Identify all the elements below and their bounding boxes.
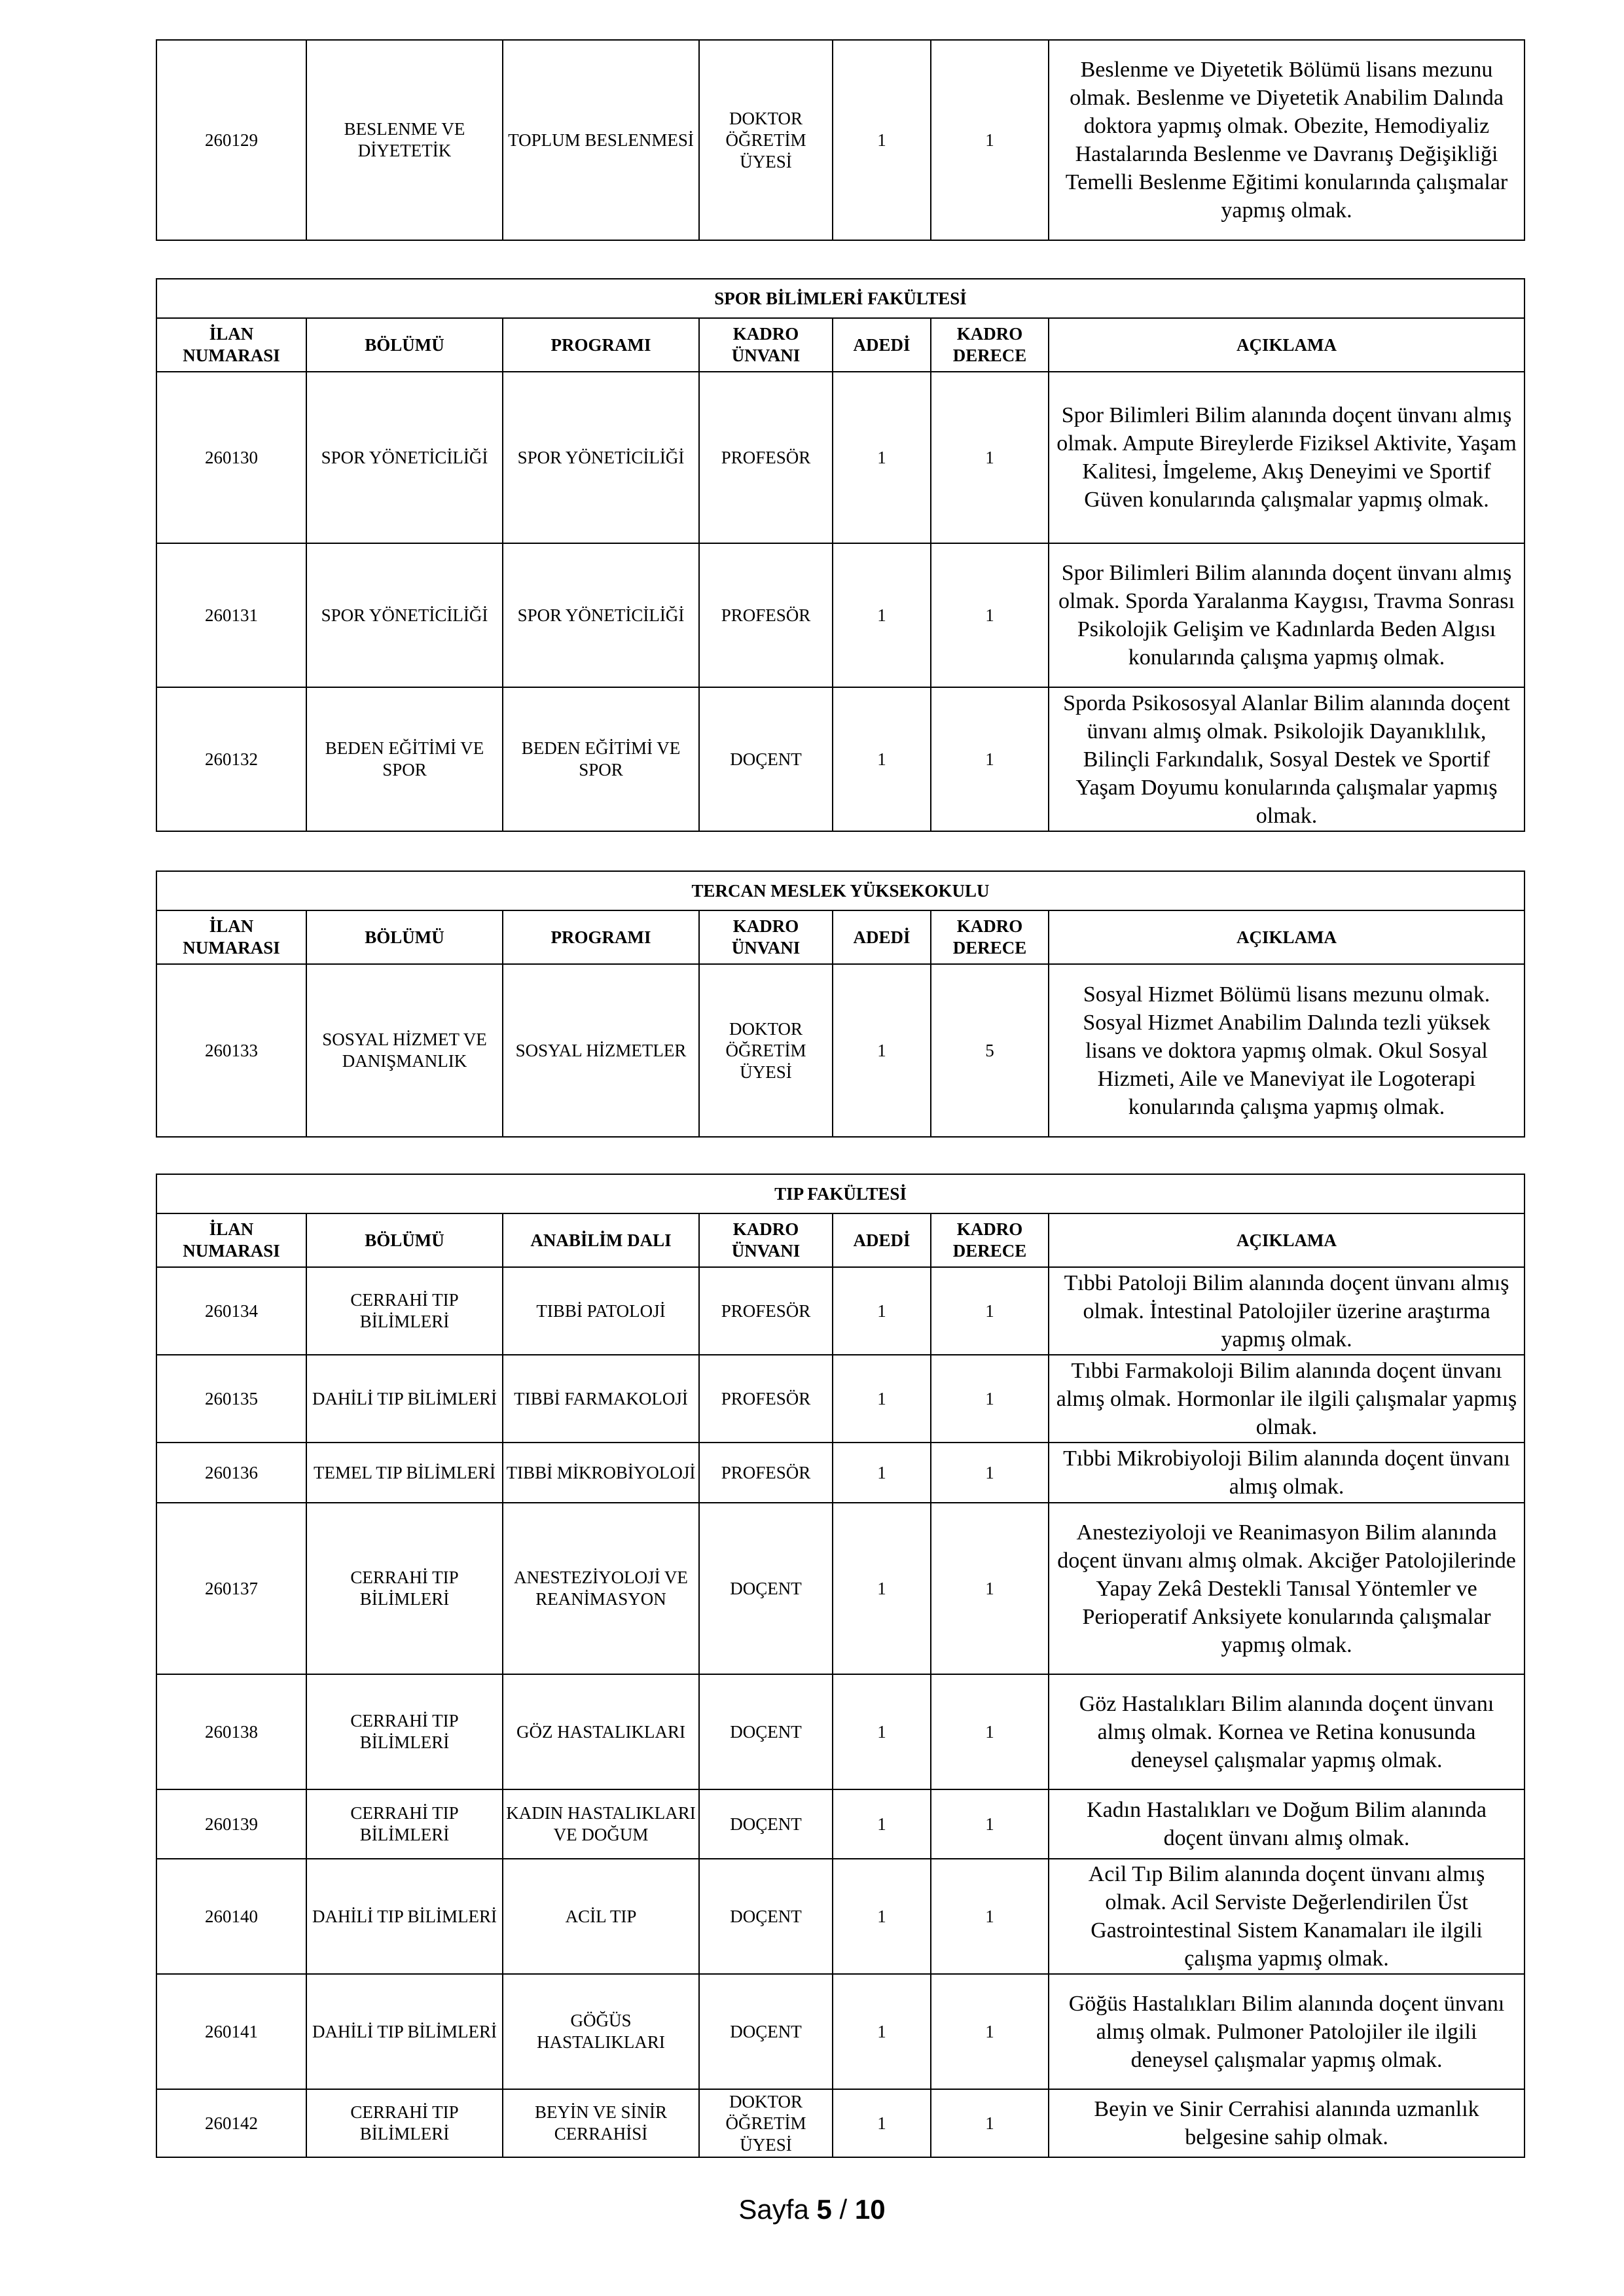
header-anabilim: ANABİLİM DALI	[503, 1213, 699, 1267]
program: GÖĞÜS HASTALIKLARI	[503, 1974, 699, 2089]
header-bolum: BÖLÜMÜ	[306, 318, 503, 372]
description: Göğüs Hastalıkları Bilim alanında doçent ünvanı almış olmak. Pulmoner Patolojiler ile ilgili deneysel çalışmalar yapmış olmak.	[1049, 1974, 1525, 2089]
page-number: 5	[816, 2194, 832, 2225]
degree: 1	[931, 40, 1049, 240]
table-row	[156, 1974, 1525, 2089]
table-row	[156, 1859, 1525, 1974]
page-label: Sayfa	[738, 2194, 809, 2225]
header-unvan: KADRO ÜNVANI	[699, 1213, 833, 1267]
ilan-number: 260133	[156, 964, 306, 1137]
quantity: 1	[833, 1674, 931, 1789]
degree: 5	[931, 964, 1049, 1137]
position-title: PROFESÖR	[699, 372, 833, 543]
degree: 1	[931, 1355, 1049, 1443]
position-title: DOKTOR ÖĞRETİM ÜYESİ	[699, 2089, 833, 2157]
ilan-number: 260136	[156, 1443, 306, 1503]
ilan-number: 260131	[156, 543, 306, 687]
program: SPOR YÖNETİCİLİĞİ	[503, 372, 699, 543]
position-title: DOÇENT	[699, 687, 833, 831]
table-row	[156, 1355, 1525, 1443]
quantity: 1	[833, 1443, 931, 1503]
description: Spor Bilimleri Bilim alanında doçent ünvanı almış olmak. Sporda Yaralanma Kaygısı, Travma Sonrası Psikolojik Gelişim ve Kadınlarda Beden Algısı konularında çalışma yapmış olmak.	[1049, 543, 1525, 687]
ilan-number: 260132	[156, 687, 306, 831]
degree: 1	[931, 687, 1049, 831]
position-title: PROFESÖR	[699, 1355, 833, 1443]
degree: 1	[931, 1503, 1049, 1674]
quantity: 1	[833, 1789, 931, 1859]
quantity: 1	[833, 1503, 931, 1674]
department: SOSYAL HİZMET VE DANIŞMANLIK	[306, 964, 503, 1137]
program: BEDEN EĞİTİMİ VE SPOR	[503, 687, 699, 831]
description: Göz Hastalıkları Bilim alanında doçent ünvanı almış olmak. Kornea ve Retina konusunda deneysel çalışmalar yapmış olmak.	[1049, 1674, 1525, 1789]
header-derece: KADRO DERECE	[931, 1213, 1049, 1267]
description: Kadın Hastalıkları ve Doğum Bilim alanında doçent ünvanı almış olmak.	[1049, 1789, 1525, 1859]
program: TOPLUM BESLENMESİ	[503, 40, 699, 240]
position-title: PROFESÖR	[699, 543, 833, 687]
header-adet: ADEDİ	[833, 910, 931, 964]
table-tip	[156, 1174, 1525, 2158]
quantity: 1	[833, 1355, 931, 1443]
degree: 1	[931, 372, 1049, 543]
header-row	[156, 318, 1525, 372]
department: BESLENME VE DİYETETİK	[306, 40, 503, 240]
ilan-number: 260140	[156, 1859, 306, 1974]
quantity: 1	[833, 1974, 931, 2089]
program: ACİL TIP	[503, 1859, 699, 1974]
position-title: PROFESÖR	[699, 1443, 833, 1503]
table-row	[156, 1674, 1525, 1789]
page-separator: /	[839, 2194, 848, 2225]
faculty-title: SPOR BİLİMLERİ FAKÜLTESİ	[156, 279, 1525, 318]
position-title: DOKTOR ÖĞRETİM ÜYESİ	[699, 40, 833, 240]
degree: 1	[931, 543, 1049, 687]
header-unvan: KADRO ÜNVANI	[699, 318, 833, 372]
description: Tıbbi Patoloji Bilim alanında doçent ünvanı almış olmak. İntestinal Patolojiler üzerine araştırma yapmış olmak.	[1049, 1267, 1525, 1355]
department: CERRAHİ TIP BİLİMLERİ	[306, 1503, 503, 1674]
position-title: DOÇENT	[699, 1674, 833, 1789]
header-ilan: İLAN NUMARASI	[156, 1213, 306, 1267]
ilan-number: 260138	[156, 1674, 306, 1789]
header-program: PROGRAMI	[503, 318, 699, 372]
ilan-number: 260134	[156, 1267, 306, 1355]
description: Beyin ve Sinir Cerrahisi alanında uzmanlık belgesine sahip olmak.	[1049, 2089, 1525, 2157]
degree: 1	[931, 2089, 1049, 2157]
description: Sporda Psikososyal Alanlar Bilim alanında doçent ünvanı almış olmak. Psikolojik Dayanıklılık, Bilinçli Farkındalık, Sosyal Destek ve Sportif Yaşam Doyumu konularında çalışmalar yapmış olmak.	[1049, 687, 1525, 831]
program: TIBBİ FARMAKOLOJİ	[503, 1355, 699, 1443]
quantity: 1	[833, 543, 931, 687]
degree: 1	[931, 1443, 1049, 1503]
degree: 1	[931, 1674, 1049, 1789]
quantity: 1	[833, 687, 931, 831]
ilan-number: 260129	[156, 40, 306, 240]
table-spor	[156, 278, 1525, 832]
department: CERRAHİ TIP BİLİMLERİ	[306, 1674, 503, 1789]
position-title: DOÇENT	[699, 1503, 833, 1674]
department: SPOR YÖNETİCİLİĞİ	[306, 543, 503, 687]
description: Anesteziyoloji ve Reanimasyon Bilim alanında doçent ünvanı almış olmak. Akciğer Patolojilerinde Yapay Zekâ Destekli Tanısal Yöntemler ve Perioperatif Anksiyete konularında çalışmalar yapmış olmak.	[1049, 1503, 1525, 1674]
header-bolum: BÖLÜMÜ	[306, 1213, 503, 1267]
header-row	[156, 1213, 1525, 1267]
degree: 1	[931, 1789, 1049, 1859]
table-row	[156, 1503, 1525, 1674]
header-row	[156, 910, 1525, 964]
description: Tıbbi Farmakoloji Bilim alanında doçent ünvanı almış olmak. Hormonlar ile ilgili çalışmalar yapmış olmak.	[1049, 1355, 1525, 1443]
department: TEMEL TIP BİLİMLERİ	[306, 1443, 503, 1503]
header-aciklama: AÇIKLAMA	[1049, 910, 1525, 964]
program: TIBBİ MİKROBİYOLOJİ	[503, 1443, 699, 1503]
page-total: 10	[854, 2194, 886, 2225]
ilan-number: 260141	[156, 1974, 306, 2089]
quantity: 1	[833, 2089, 931, 2157]
table-continuation	[156, 39, 1525, 241]
description: Acil Tıp Bilim alanında doçent ünvanı almış olmak. Acil Serviste Değerlendirilen Üst Gastrointestinal Sistem Kanamaları ile ilgili çalışma yapmış olmak.	[1049, 1859, 1525, 1974]
quantity: 1	[833, 1859, 931, 1974]
ilan-number: 260135	[156, 1355, 306, 1443]
table-row	[156, 964, 1525, 1137]
header-aciklama: AÇIKLAMA	[1049, 1213, 1525, 1267]
degree: 1	[931, 1974, 1049, 2089]
program: SOSYAL HİZMETLER	[503, 964, 699, 1137]
table-row	[156, 1267, 1525, 1355]
header-bolum: BÖLÜMÜ	[306, 910, 503, 964]
header-adet: ADEDİ	[833, 318, 931, 372]
degree: 1	[931, 1267, 1049, 1355]
ilan-number: 260130	[156, 372, 306, 543]
table-row	[156, 543, 1525, 687]
department: DAHİLİ TIP BİLİMLERİ	[306, 1974, 503, 2089]
quantity: 1	[833, 372, 931, 543]
position-title: DOKTOR ÖĞRETİM ÜYESİ	[699, 964, 833, 1137]
program: ANESTEZİYOLOJİ VE REANİMASYON	[503, 1503, 699, 1674]
page-footer	[0, 2194, 1624, 2225]
quantity: 1	[833, 40, 931, 240]
department: CERRAHİ TIP BİLİMLERİ	[306, 1789, 503, 1859]
description: Sosyal Hizmet Bölümü lisans mezunu olmak. Sosyal Hizmet Anabilim Dalında tezli yüksek lisans ve doktora yapmış olmak. Okul Sosyal Hizmeti, Aile ve Maneviyat ile Logoterapi konularında çalışma yapmış olmak.	[1049, 964, 1525, 1137]
ilan-number: 260139	[156, 1789, 306, 1859]
department: DAHİLİ TIP BİLİMLERİ	[306, 1355, 503, 1443]
description: Beslenme ve Diyetetik Bölümü lisans mezunu olmak. Beslenme ve Diyetetik Anabilim Dalında doktora yapmış olmak. Obezite, Hemodiyaliz Hastalarında Beslenme ve Davranış Değişikliği Temelli Beslenme Eğitimi konularında çalışmalar yapmış olmak.	[1049, 40, 1525, 240]
table-row	[156, 40, 1525, 240]
position-title: PROFESÖR	[699, 1267, 833, 1355]
department: BEDEN EĞİTİMİ VE SPOR	[306, 687, 503, 831]
header-ilan: İLAN NUMARASI	[156, 318, 306, 372]
department: DAHİLİ TIP BİLİMLERİ	[306, 1859, 503, 1974]
position-title: DOÇENT	[699, 1859, 833, 1974]
table-tercan	[156, 870, 1525, 1138]
program: GÖZ HASTALIKLARI	[503, 1674, 699, 1789]
position-title: DOÇENT	[699, 1974, 833, 2089]
quantity: 1	[833, 964, 931, 1137]
header-program: PROGRAMI	[503, 910, 699, 964]
header-aciklama: AÇIKLAMA	[1049, 318, 1525, 372]
department: CERRAHİ TIP BİLİMLERİ	[306, 2089, 503, 2157]
department: SPOR YÖNETİCİLİĞİ	[306, 372, 503, 543]
table-row	[156, 1789, 1525, 1859]
faculty-title: TIP FAKÜLTESİ	[156, 1174, 1525, 1213]
table-row	[156, 1443, 1525, 1503]
header-derece: KADRO DERECE	[931, 910, 1049, 964]
department: CERRAHİ TIP BİLİMLERİ	[306, 1267, 503, 1355]
ilan-number: 260142	[156, 2089, 306, 2157]
header-adet: ADEDİ	[833, 1213, 931, 1267]
header-derece: KADRO DERECE	[931, 318, 1049, 372]
program: BEYİN VE SİNİR CERRAHİSİ	[503, 2089, 699, 2157]
degree: 1	[931, 1859, 1049, 1974]
table-row	[156, 687, 1525, 831]
table-row	[156, 372, 1525, 543]
description: Spor Bilimleri Bilim alanında doçent ünvanı almış olmak. Ampute Bireylerde Fiziksel Aktivite, Yaşam Kalitesi, İmgeleme, Akış Deneyimi ve Sportif Güven konularında çalışmalar yapmış olmak.	[1049, 372, 1525, 543]
description: Tıbbi Mikrobiyoloji Bilim alanında doçent ünvanı almış olmak.	[1049, 1443, 1525, 1503]
ilan-number: 260137	[156, 1503, 306, 1674]
program: SPOR YÖNETİCİLİĞİ	[503, 543, 699, 687]
position-title: DOÇENT	[699, 1789, 833, 1859]
program: KADIN HASTALIKLARI VE DOĞUM	[503, 1789, 699, 1859]
faculty-title: TERCAN MESLEK YÜKSEKOKULU	[156, 871, 1525, 910]
program: TIBBİ PATOLOJİ	[503, 1267, 699, 1355]
table-row	[156, 2089, 1525, 2157]
quantity: 1	[833, 1267, 931, 1355]
header-unvan: KADRO ÜNVANI	[699, 910, 833, 964]
header-ilan: İLAN NUMARASI	[156, 910, 306, 964]
